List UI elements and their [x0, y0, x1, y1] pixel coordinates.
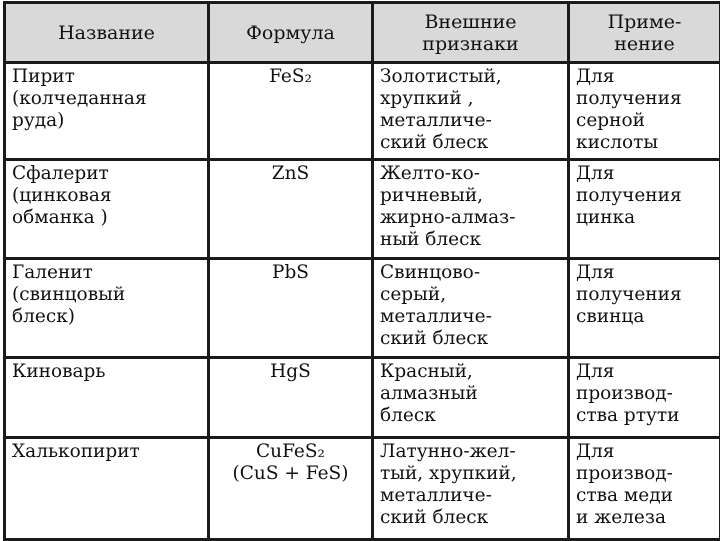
mineral-formula: ZnS: [209, 160, 373, 259]
mineral-use: Для получения серной кислоты: [569, 63, 720, 160]
minerals-table: [3, 1, 720, 541]
header-name: Название: [5, 3, 209, 63]
mineral-use: Для получения цинка: [569, 160, 720, 259]
header-formula: Формула: [209, 3, 373, 63]
mineral-formula: PbS: [209, 259, 373, 358]
mineral-formula: FeS₂: [209, 63, 373, 160]
table-row: [5, 438, 720, 540]
table-row: [5, 358, 720, 438]
mineral-use: Для получения свинца: [569, 259, 720, 358]
mineral-appearance: Красный, алмазный блеск: [373, 358, 569, 438]
mineral-name: Пирит (колчеданная руда): [5, 63, 209, 160]
table-row: [5, 63, 720, 160]
header-use: Приме- нение: [569, 3, 720, 63]
mineral-name: Галенит (свинцовый блеск): [5, 259, 209, 358]
mineral-formula: CuFeS₂ (CuS + FeS): [209, 438, 373, 540]
mineral-name: Киноварь: [5, 358, 209, 438]
mineral-name: Сфалерит (цинковая обманка ): [5, 160, 209, 259]
mineral-appearance: Свинцово- серый, металличе- ский блеск: [373, 259, 569, 358]
table-row: [5, 259, 720, 358]
mineral-appearance: Желто-ко- ричневый, жирно-алмаз- ный блеск: [373, 160, 569, 259]
mineral-appearance: Латунно-жел- тый, хрупкий, металличе- ский блеск: [373, 438, 569, 540]
mineral-name: Халькопирит: [5, 438, 209, 540]
mineral-appearance: Золотистый, хрупкий , металличе- ский блеск: [373, 63, 569, 160]
header-appearance: Внешние признаки: [373, 3, 569, 63]
mineral-formula: HgS: [209, 358, 373, 438]
mineral-use: Для производ- ства ртути: [569, 358, 720, 438]
mineral-use: Для производ- ства меди и железа: [569, 438, 720, 540]
table-row: [5, 160, 720, 259]
table-header-row: [5, 3, 720, 63]
